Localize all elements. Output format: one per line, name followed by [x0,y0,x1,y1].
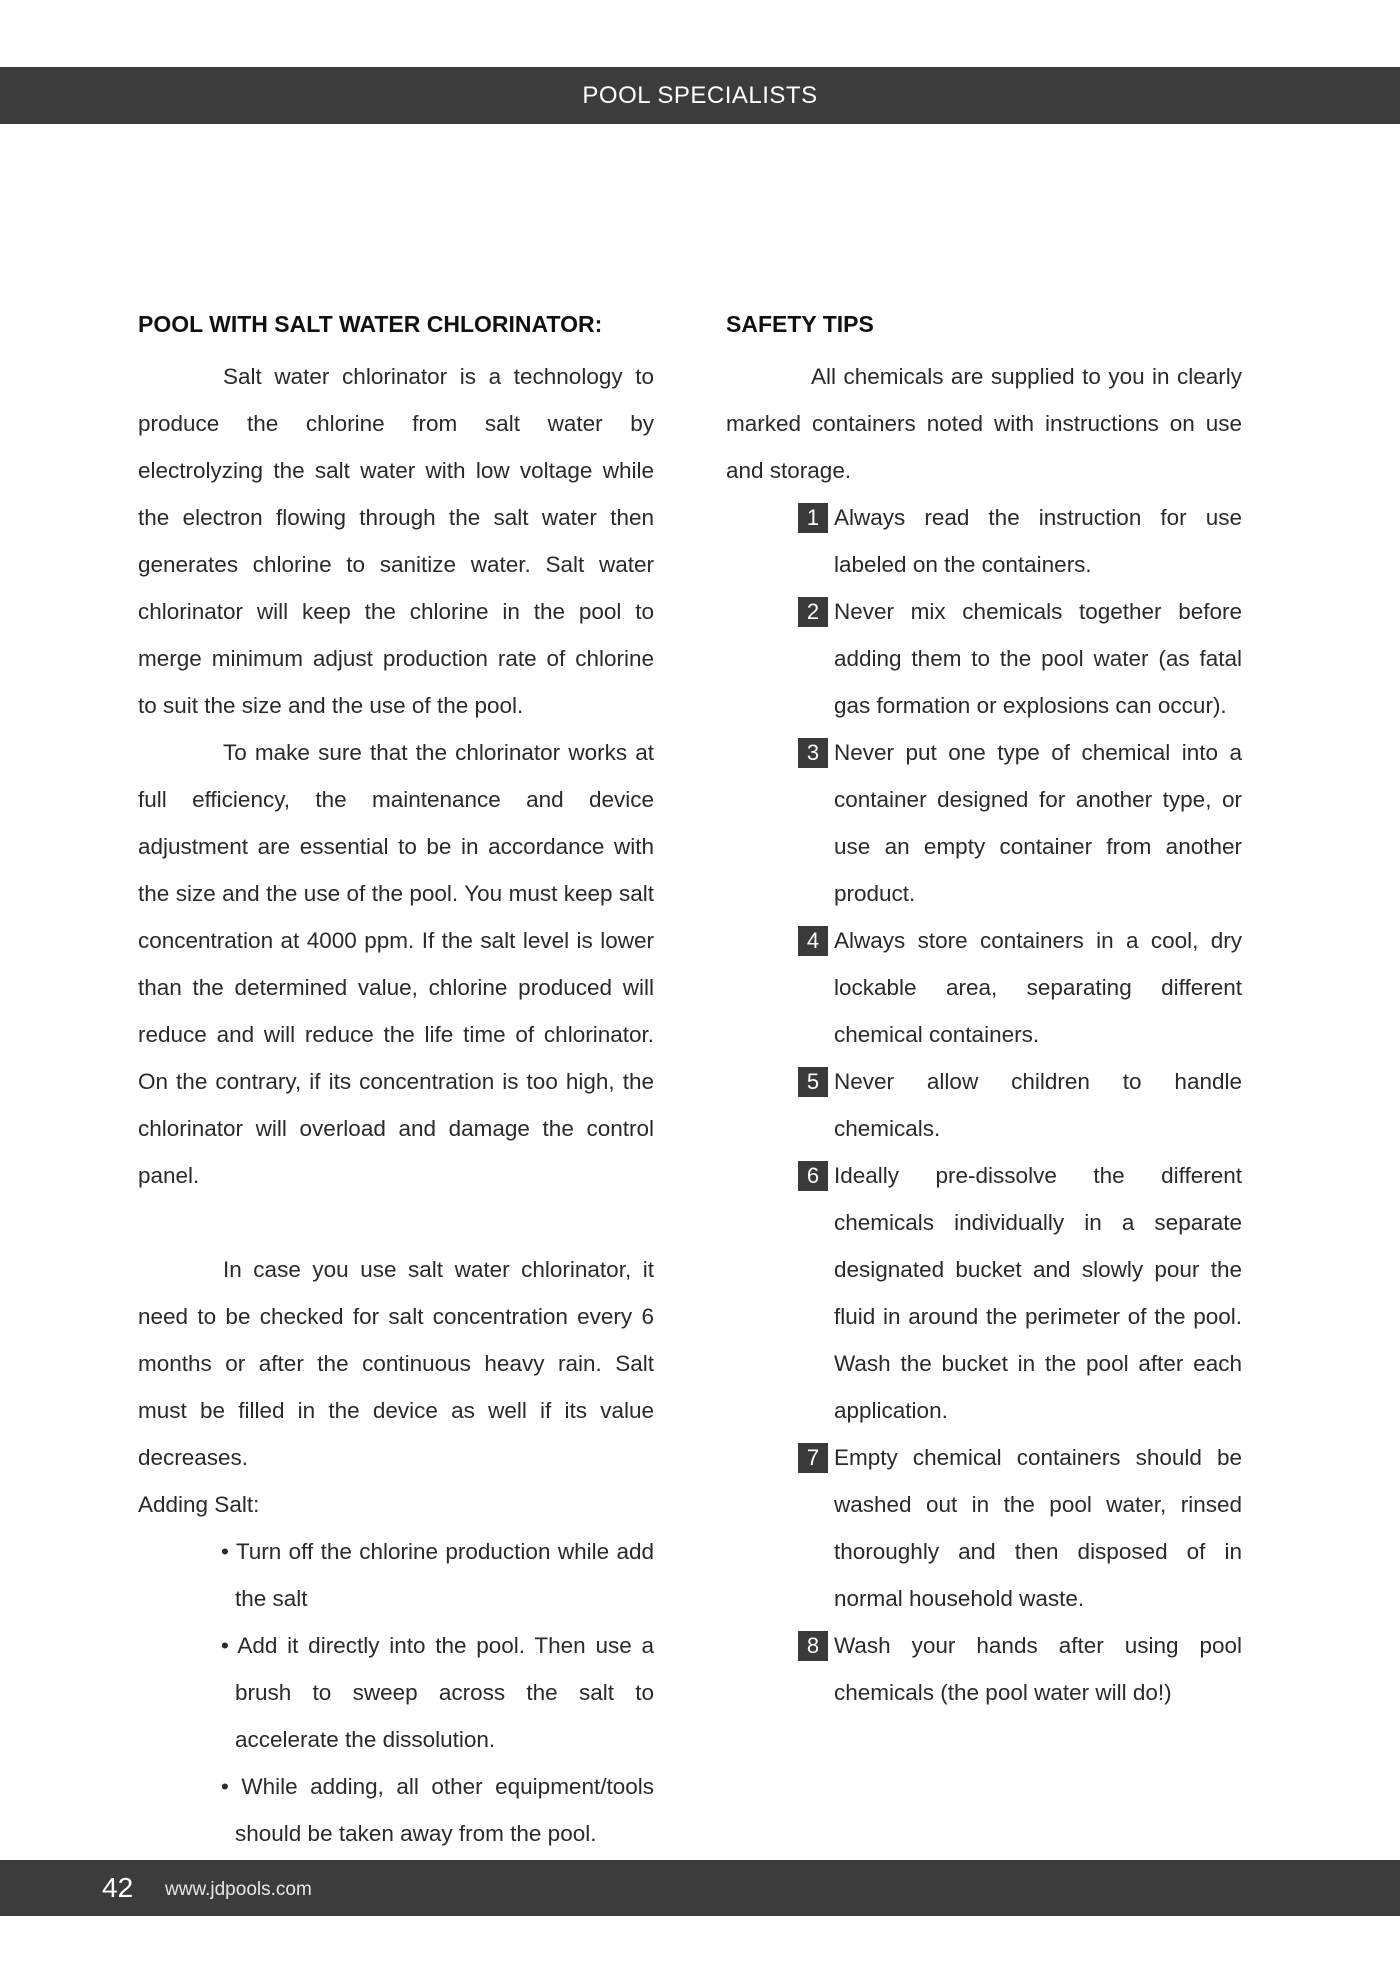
adding-salt-label: Adding Salt: [138,1492,260,1517]
section-heading-safety-tips: SAFETY TIPS [726,311,874,337]
tip-number-badge: 4 [798,926,828,956]
paragraph-maintenance: To make sure that the chlorinator works at full efficiency, the maintenance and device adjustment are essential to be in accordance with the size and the use of the pool. You must keep salt concentration at 4000 ppm. If the salt level is lower than the determined value, chlorine produced will reduce and will reduce the life time of chlorinator. On the contrary, if its concentration is too high, the chlorinator will overload and damage the control panel. [138,740,654,1188]
safety-tips-list [726,494,1242,1716]
tip-item [798,494,1242,588]
tip-number-badge: 6 [798,1161,828,1191]
tip-item [798,1152,1242,1434]
paragraph-intro: Salt water chlorinator is a technology to produce the chlorine from salt water by electrolyzing the salt water with low voltage while the electron flowing through the salt water then generates chlorine to sanitize water. Salt water chlorinator will keep the chlorine in the pool to merge minimum adjust production rate of chlorine to suit the size and the use of the pool. [138,364,654,718]
list-item: • While adding, all other equipment/tools should be taken away from the pool. [221,1774,654,1846]
salt-chlorinator-section [138,306,654,1857]
footer-bar [0,1860,1400,1916]
tip-text: Never allow children to handle chemicals. [834,1069,1242,1141]
tip-number-badge: 5 [798,1067,828,1097]
tip-text: Never mix chemicals together before adding them to the pool water (as fatal gas formation or explosions can occur). [834,599,1242,718]
tip-text: Never put one type of chemical into a container designed for another type, or use an empty container from another product. [834,740,1242,906]
section-heading-salt-chlorinator: POOL WITH SALT WATER CHLORINATOR: [138,311,603,337]
tip-number-badge: 8 [798,1631,828,1661]
tip-text: Ideally pre-dissolve the different chemicals individually in a separate designated bucket and slowly pour the fluid in around the perimeter of the pool. Wash the bucket in the pool after each application. [834,1163,1242,1423]
website-link[interactable]: www.jdpools.com [165,1879,312,1900]
tip-item [798,917,1242,1058]
spacer [138,1199,654,1246]
tip-text: Wash your hands after using pool chemicals (the pool water will do!) [834,1633,1242,1705]
safety-intro: All chemicals are supplied to you in clearly marked containers noted with instructions on use and storage. [726,364,1242,483]
tip-number-badge: 2 [798,597,828,627]
tip-number-badge: 3 [798,738,828,768]
page-number: 42 [102,1872,134,1903]
header-title: POOL SPECIALISTS [582,82,818,109]
tip-text: Empty chemical containers should be washed out in the pool water, rinsed thoroughly and then disposed of in normal household waste. [834,1445,1242,1611]
tip-text: Always read the instruction for use labeled on the containers. [834,505,1242,577]
safety-tips-section [726,306,1242,1716]
list-item: • Turn off the chlorine production while add the salt [221,1539,654,1611]
tip-text: Always store containers in a cool, dry lockable area, separating different chemical containers. [834,928,1242,1047]
tip-item [798,588,1242,729]
adding-salt-list [138,1528,654,1857]
tip-number-badge: 1 [798,503,828,533]
tip-item [798,1058,1242,1152]
list-item: • Add it directly into the pool. Then use a brush to sweep across the salt to accelerate the dissolution. [221,1633,654,1752]
paragraph-salt-check: In case you use salt water chlorinator, it need to be checked for salt concentration every 6 months or after the continuous heavy rain. Salt must be filled in the device as well if its value decreases. [138,1257,654,1470]
tip-item [798,729,1242,917]
tip-item [798,1622,1242,1716]
tip-item [798,1434,1242,1622]
header-bar [0,67,1400,124]
tip-number-badge: 7 [798,1443,828,1473]
